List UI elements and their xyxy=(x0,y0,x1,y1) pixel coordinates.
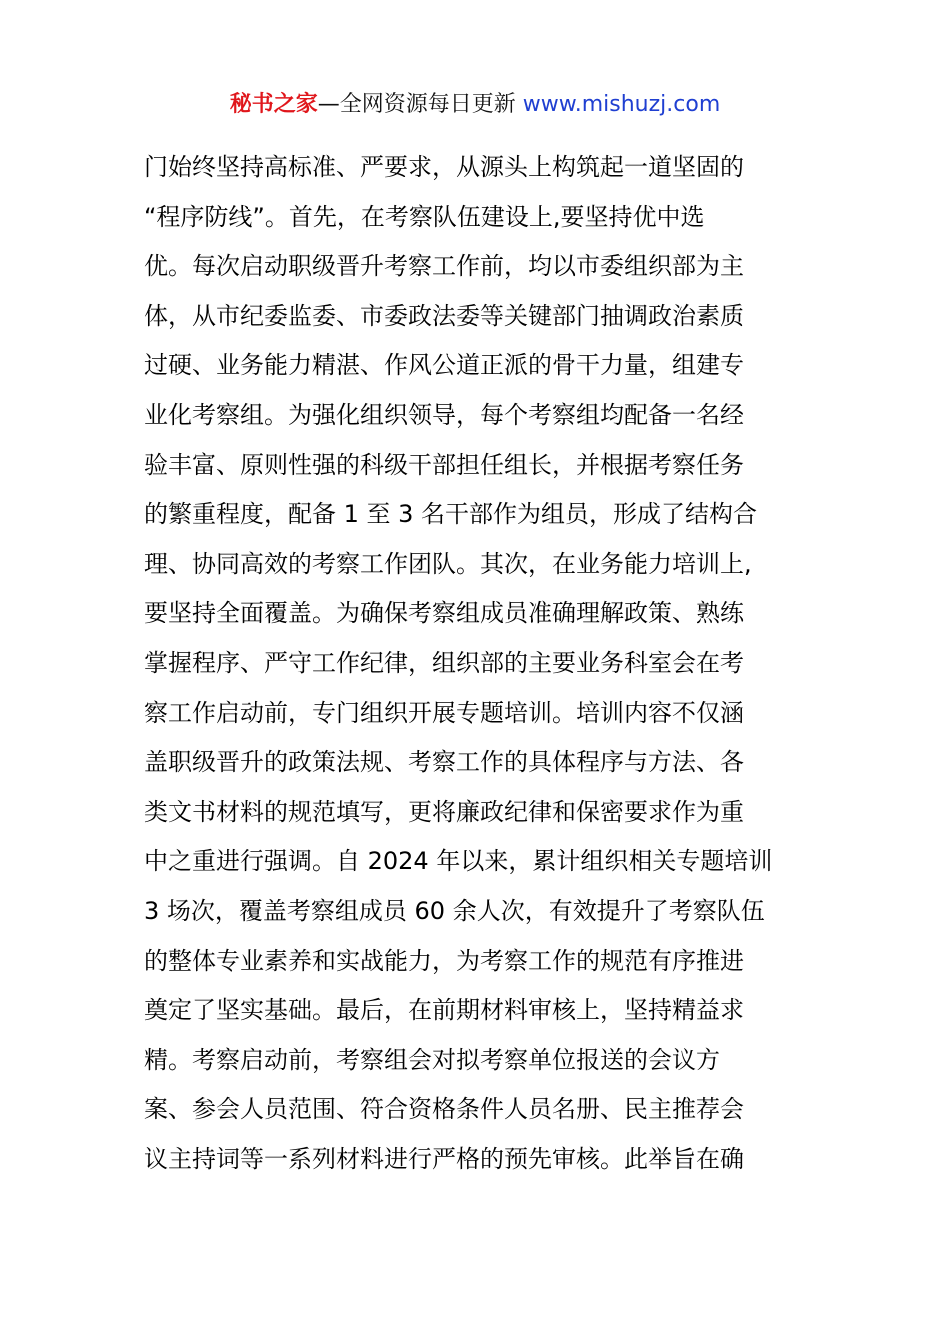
text-line: 中之重进行强调。自 2024 年以来，累计组织相关专题培训 xyxy=(144,847,773,876)
text-line: 盖职级晋升的政策法规、考察工作的具体程序与方法、各 xyxy=(144,748,744,777)
text-line: 3 场次，覆盖考察组成员 60 余人次，有效提升了考察队伍 xyxy=(144,896,765,925)
text-line: 过硬、业务能力精湛、作风公道正派的骨干力量，组建专 xyxy=(144,351,744,380)
text-line: 业化考察组。为强化组织领导，每个考察组均配备一名经 xyxy=(144,400,744,429)
text-line: 的繁重程度，配备 1 至 3 名干部作为组员，形成了结构合 xyxy=(144,500,758,529)
text-line: 体，从市纪委监委、市委政法委等关键部门抽调政治素质 xyxy=(144,301,744,330)
text-line: 的整体专业素养和实战能力，为考察工作的规范有序推进 xyxy=(144,946,744,975)
text-line: 验丰富、原则性强的科级干部担任组长，并根据考察任务 xyxy=(144,450,744,479)
text-line: 案、参会人员范围、符合资格条件人员名册、民主推荐会 xyxy=(144,1095,744,1124)
header-tagline: —全网资源每日更新 xyxy=(317,92,523,117)
text-line: 奠定了坚实基础。最后，在前期材料审核上，坚持精益求 xyxy=(144,996,744,1025)
site-header xyxy=(0,88,950,122)
text-line: “程序防线”。首先，在考察队伍建设上,要坚持优中选 xyxy=(144,202,705,231)
text-line: 精。考察启动前，考察组会对拟考察单位报送的会议方 xyxy=(144,1045,720,1074)
text-line: 要坚持全面覆盖。为确保考察组成员准确理解政策、熟练 xyxy=(144,599,744,628)
text-line: 优。每次启动职级晋升考察工作前，均以市委组织部为主 xyxy=(144,252,744,281)
text-line: 理、协同高效的考察工作团队。其次，在业务能力培训上, xyxy=(144,549,752,578)
text-line: 察工作启动前，专门组织开展专题培训。培训内容不仅涵 xyxy=(144,698,744,727)
site-url-link[interactable]: www.mishuzj.com xyxy=(522,92,721,117)
brand-name: 秘书之家 xyxy=(229,92,318,117)
text-line: 门始终坚持高标准、严要求，从源头上构筑起一道坚固的 xyxy=(144,153,744,181)
document-body xyxy=(144,143,824,1184)
text-line: 议主持词等一系列材料进行严格的预先审核。此举旨在确 xyxy=(144,1144,744,1173)
text-line: 类文书材料的规范填写，更将廉政纪律和保密要求作为重 xyxy=(144,797,744,826)
text-line: 掌握程序、严守工作纪律，组织部的主要业务科室会在考 xyxy=(144,648,744,677)
